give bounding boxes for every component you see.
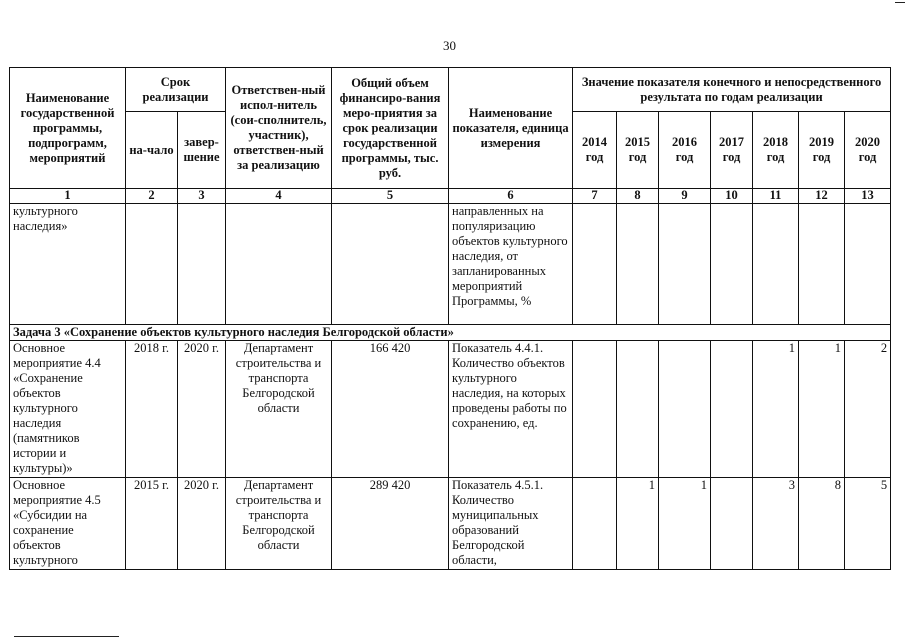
column-number: 5 [332, 189, 449, 204]
cell-name: Основное мероприятие 4.4 «Сохранение объектов культурного наследия (памятников истории и культуры)» [10, 341, 126, 478]
column-number: 7 [573, 189, 617, 204]
cell-value [659, 341, 711, 478]
header-year: 2019 год [799, 112, 845, 189]
cell-start: 2018 г. [126, 341, 178, 478]
cell-funding: 166 420 [332, 341, 449, 478]
cell-name: культурного наследия» [10, 204, 126, 325]
cell-responsible: Департамент строительства и транспорта Белгородской области [226, 341, 332, 478]
cell-value: 1 [753, 341, 799, 478]
header-indicator: Наименование показателя, единица измерения [449, 68, 573, 189]
task-heading-row [10, 325, 891, 341]
cell-indicator: Показатель 4.5.1. Количество муниципальных образований Белгородской области, [449, 478, 573, 570]
cell-value [711, 478, 753, 570]
table-row [10, 341, 891, 478]
cell-end: 2020 г. [178, 478, 226, 570]
cell-start: 2015 г. [126, 478, 178, 570]
cell-indicator: направленных на популяризацию объектов культурного наследия, от запланированных мероприятий Программы, % [449, 204, 573, 325]
header-responsible: Ответствен-ный испол-нитель (сои-сполнитель, участник), ответствен-ный за реализацию [226, 68, 332, 189]
cell-value: 1 [659, 478, 711, 570]
column-number: 8 [617, 189, 659, 204]
cell-value: 1 [799, 341, 845, 478]
header-end: завер-шение [178, 112, 226, 189]
header-funding: Общий объем финансиро-вания меро-приятия за срок реализации государственной программы, тыс. руб. [332, 68, 449, 189]
header-year: 2015 год [617, 112, 659, 189]
column-number: 10 [711, 189, 753, 204]
column-number: 2 [126, 189, 178, 204]
cell-name: Основное мероприятие 4.5 «Субсидии на сохранение объектов культурного [10, 478, 126, 570]
header-year: 2017 год [711, 112, 753, 189]
column-number: 12 [799, 189, 845, 204]
cell-funding: 289 420 [332, 478, 449, 570]
page-number: 30 [443, 38, 456, 53]
task-heading: Задача 3 «Сохранение объектов культурного наследия Белгородской области» [10, 325, 891, 341]
continuation-row [10, 204, 891, 325]
cell-value [573, 478, 617, 570]
column-number: 13 [845, 189, 891, 204]
header-values-group: Значение показателя конечного и непосредственного результата по годам реализации [573, 68, 891, 112]
cell-end: 2020 г. [178, 341, 226, 478]
header-term: Срок реализации [126, 68, 226, 112]
column-number: 1 [10, 189, 126, 204]
cell-value: 1 [617, 478, 659, 570]
bottom-rule [14, 636, 119, 637]
column-number: 3 [178, 189, 226, 204]
column-number: 6 [449, 189, 573, 204]
table-row [10, 478, 891, 570]
header-year: 2014 год [573, 112, 617, 189]
column-number-row [10, 189, 891, 204]
column-number: 11 [753, 189, 799, 204]
cell-indicator: Показатель 4.4.1. Количество объектов культурного наследия, на которых проведены работы по сохранению, ед. [449, 341, 573, 478]
cell-value [573, 341, 617, 478]
header-start: на-чало [126, 112, 178, 189]
cell-value: 5 [845, 478, 891, 570]
header-name: Наименование государственной программы, подпрограмм, мероприятий [10, 68, 126, 189]
indicator-table [9, 67, 891, 570]
cell-value: 2 [845, 341, 891, 478]
column-number: 4 [226, 189, 332, 204]
header-year: 2020 год [845, 112, 891, 189]
cell-value [617, 341, 659, 478]
cell-value: 3 [753, 478, 799, 570]
column-number: 9 [659, 189, 711, 204]
cell-value [711, 341, 753, 478]
cell-value: 8 [799, 478, 845, 570]
cell-responsible: Департамент строительства и транспорта Белгородской области [226, 478, 332, 570]
header-year: 2016 год [659, 112, 711, 189]
corner-mark [895, 2, 905, 3]
header-year: 2018 год [753, 112, 799, 189]
